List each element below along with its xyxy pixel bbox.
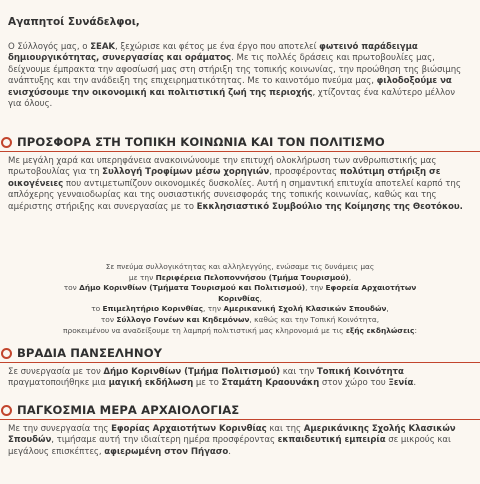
section-divider — [0, 151, 480, 152]
emphasized-text: Αμερικάνικης Σχολής Κλασικών Σπουδών — [8, 424, 456, 446]
circle-bullet-icon — [1, 405, 12, 416]
collaboration-paragraph — [50, 262, 430, 336]
collaboration-line: το Επιμελητήριο Κορινθίας, την Αμερικανική Σχολή Κλασικών Σπουδών, — [91, 304, 389, 314]
emphasized-text: Σταμάτη Κραουνάκη — [221, 378, 320, 389]
emphasized-text: φωτεινό παράδειγμα δημιουργικότητας, συνεργασίας και οράματος — [8, 42, 418, 64]
emphasized-text: Τοπική Κοινότητα — [316, 367, 404, 377]
emphasized-text: μαγική εκδήλωση — [108, 378, 194, 389]
emphasized-text: πολύτιμη στήριξη σε οικογένειες — [8, 167, 441, 189]
emphasized-text: φιλοδοξούμε να ενισχύσουμε την οικονομική και πολιτιστική ζωή της περιοχής — [8, 76, 452, 98]
section-heading-archaeology-day — [0, 402, 480, 420]
emphasized-text: εκπαιδευτική εμπειρία — [277, 435, 386, 446]
section-divider — [0, 362, 480, 363]
section-body-full-moon: Σε συνεργασία με τον Δήμο Κορινθίων (Τμήμα Πολιτισμού) και την Τοπική Κοινότητα πραγματοποιήθηκε μια μαγική εκδήλωση με το Σταμάτη Κραουνάκη στον χώρο του Ξενία. — [8, 367, 417, 389]
emphasized-text: αφιερωμένη στον Πήγασο — [104, 446, 229, 457]
emphasized-text: εξής εκδηλώσεις — [345, 325, 415, 335]
intro-paragraph: Ο Σύλλογός μας, ο ΣΕΑΚ, ξεχώρισε και φέτος με ένα έργο που αποτελεί φωτεινό παράδειγμα δημιουργικότητας, συνεργασίας και οράματος. Με τις πολλές δράσεις και πρωτοβουλίες μας, δείχνουμε έμπρακτα την αφοσίωσή μας στη στήριξη της τοπικής κοινωνίας, την προώθηση της βιώσιμης ανάπτυξης και την ανάδειξη της επιχειρηματικότητας. Με το καινοτόμο πνεύμα μας, φιλοδοξούμε να ενισχύσουμε την οικονομική και πολιτιστική ζωή της περιοχής, χτίζοντας ένα καλύτερο μέλλον για όλους. — [8, 42, 462, 110]
section-body-archaeology-day: Με την συνεργασία της Εφορίας Αρχαιοτήτων Κορινθίας και της Αμερικάνικης Σχολής Κλασικών Σπουδών, τιμήσαμε αυτή την ιδιαίτερη ημέρα προσφέροντας εκπαιδευτική εμπειρία σε μικρούς και μεγάλους επισκέπτες, αφιερωμένη στον Πήγασο. — [8, 424, 456, 457]
section-title: ΠΡΟΣΦΟΡΑ ΣΤΗ ΤΟΠΙΚΗ ΚΟΙΝΩΝΙΑ ΚΑΙ ΤΟΝ ΠΟΛΙΤΙΣΜΟ — [17, 135, 385, 149]
emphasized-text: Ξενία — [388, 378, 414, 389]
emphasized-text: Δήμο Κορινθίων (Τμήμα Πολιτισμού) — [103, 367, 281, 377]
emphasized-text: Δήμο Κορινθίων (Τμήματα Τουρισμού και Πολιτισμού) — [79, 283, 306, 293]
section-heading-local-society — [0, 134, 480, 152]
collaboration-line: τον Σύλλογο Γονέων και Κηδεμόνων, καθώς και την Τοπική Κοινότητα, — [100, 314, 380, 324]
section-title: ΒΡΑΔΙΑ ΠΑΝΣΕΛΗΝΟΥ — [17, 346, 163, 360]
section-title: ΠΑΓΚΟΣΜΙΑ ΜΕΡΑ ΑΡΧΑΙΟΛΟΓΙΑΣ — [17, 403, 240, 417]
collaboration-line: προκειμένου να αναδείξουμε τη λαμπρή πολιτιστική μας κληρονομιά με τις εξής εκδηλώσεις: — [63, 325, 417, 335]
circle-bullet-icon — [1, 348, 12, 359]
emphasized-text: Εφορεία Αρχαιοτήτων Κορινθίας — [218, 283, 417, 303]
emphasized-text: Αμερικανική Σχολή Κλασικών Σπουδών — [223, 304, 387, 314]
circle-bullet-icon — [1, 137, 12, 148]
emphasized-text: ΣΕΑΚ — [90, 42, 116, 52]
greeting-heading: Αγαπητοί Συνάδελφοι, — [8, 16, 140, 28]
collaboration-line: τον Δήμο Κορινθίων (Τμήματα Τουρισμού και Πολιτισμού), την Εφορεία Αρχαιοτήτων Κορινθίας, — [63, 283, 417, 303]
emphasized-text: Επιμελητήριο Κορινθίας — [102, 304, 204, 314]
emphasized-text: Συλλογή Τροφίμων μέσω χορηγιών — [102, 167, 270, 178]
emphasized-text: Περιφέρεια Πελοποννήσου (Τμήμα Τουρισμού) — [155, 272, 349, 282]
emphasized-text: Εφορίας Αρχαιοτήτων Κορινθίας — [111, 424, 267, 434]
section-divider — [0, 419, 480, 420]
emphasized-text: Εκκλησιαστικό Συμβούλιο της Κοίμησης της Θεοτόκου. — [196, 201, 463, 212]
collaboration-line: με την Περιφέρεια Πελοποννήσου (Τμήμα Τουρισμού), — [128, 272, 352, 282]
collaboration-line: Σε πνεύμα συλλογικότητας και αλληλεγγύης, ενώσαμε τις δυνάμεις μας — [105, 262, 375, 271]
section-heading-full-moon — [0, 345, 480, 363]
emphasized-text: Σύλλογο Γονέων και Κηδεμόνων — [116, 314, 250, 324]
section-body-local-society: Με μεγάλη χαρά και υπερηφάνεια ανακοινώνουμε την επιτυχή ολοκλήρωση των ανθρωπιστικής μας πρωτοβουλίας για τη Συλλογή Τροφίμων μέσω χορηγιών, προσφέροντας πολύτιμη στήριξη σε οικογένειες που αντιμετωπίζουν οικονομικές δυσκολίες. Αυτή η σημαντική επιτυχία αποτελεί καρπό της απλόχερης γενναιοδωρίας και της ουσιαστικής συνεισφοράς της τοπικής κοινωνίας, καθώς και της αμέριστης στήριξης και συνεργασίας με το Εκκλησιαστικό Συμβούλιο της Κοίμησης της Θεοτόκου. — [8, 156, 463, 212]
